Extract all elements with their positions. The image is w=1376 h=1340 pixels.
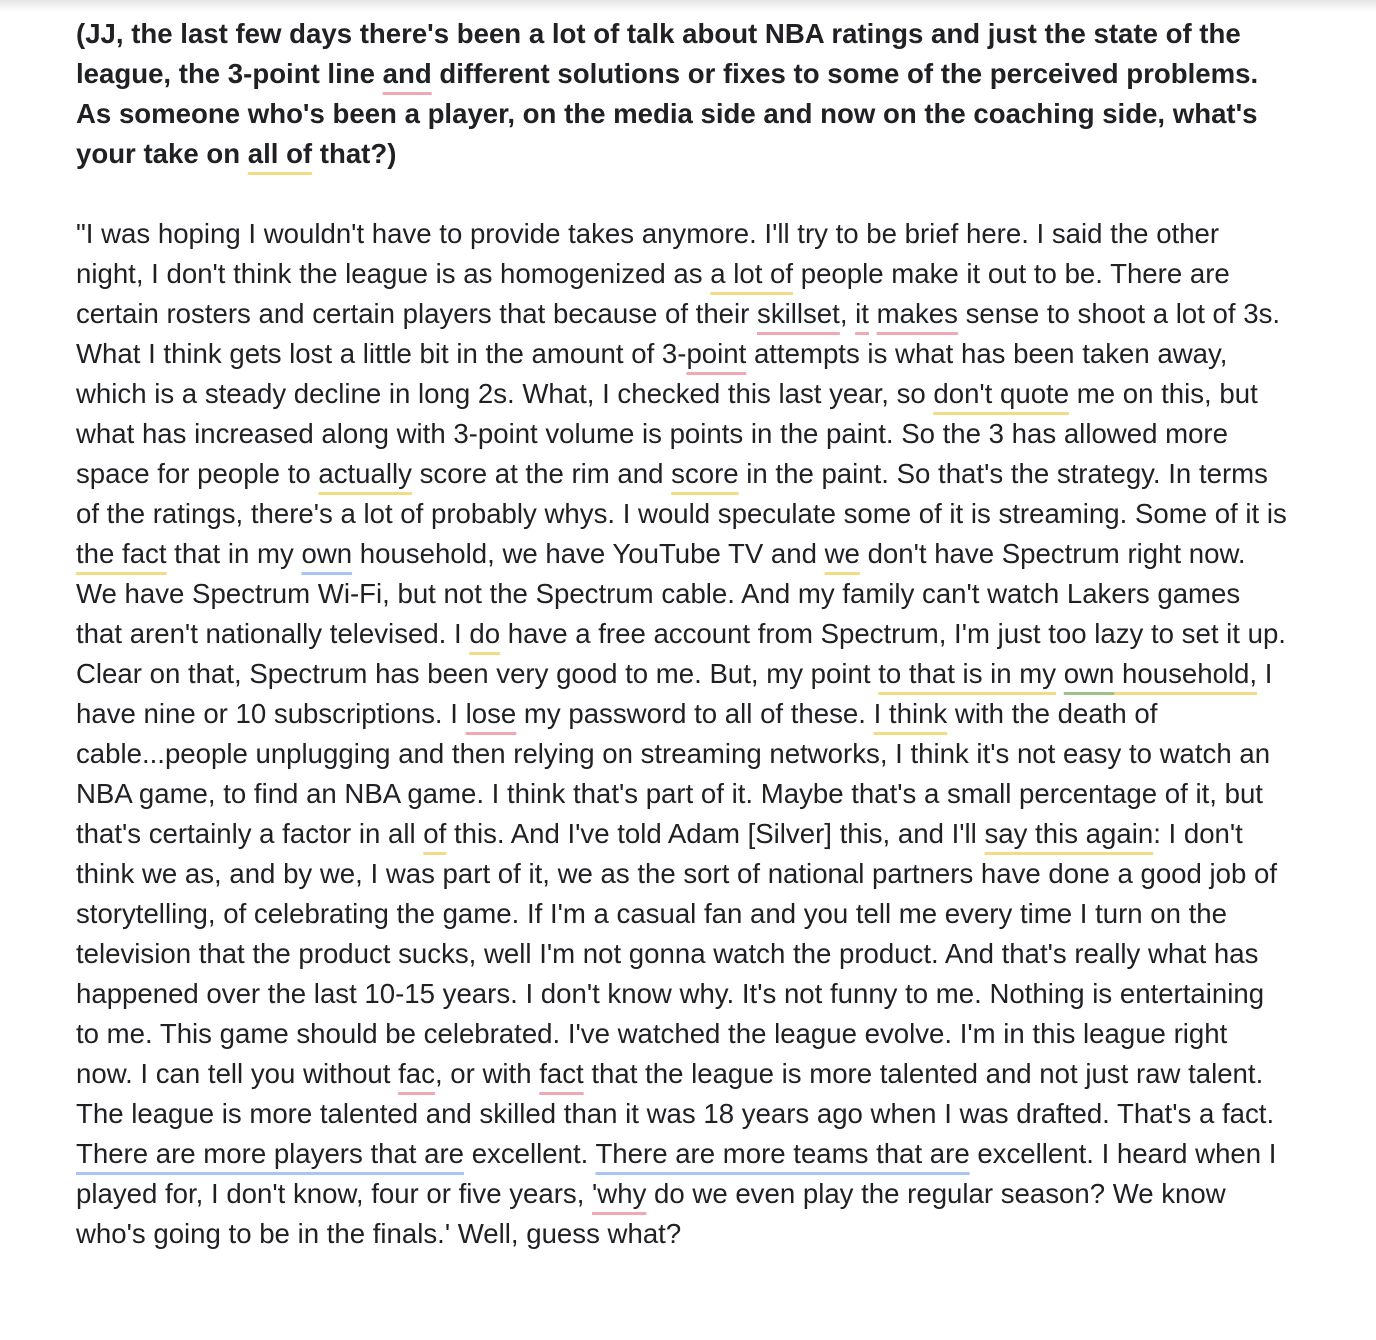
style-suggestion-highlight[interactable]: own — [301, 538, 353, 569]
text-run: in the paint. So that's the strategy. In terms of the ratings, there's a lot of probably whys. I would speculate some of it is streaming. Some of it is — [76, 458, 1287, 529]
text-run: my password to all of these. — [516, 698, 874, 729]
text-run: do we even play the regular season? We know who's going to be in the finals.' Well, guess what? — [76, 1178, 1226, 1249]
text-run: (JJ, the last few days there's been a lot of talk about NBA ratings and just the state of the league, the 3-point line — [76, 18, 1241, 89]
text-run: people make it out to be. There are certain rosters and certain players that because of their — [76, 258, 1230, 329]
text-run — [1056, 658, 1064, 689]
document-body[interactable] — [76, 14, 1288, 1254]
spell-suggestion-highlight[interactable]: fac — [398, 1058, 435, 1089]
text-run: that?) — [312, 138, 397, 169]
text-run: with the death of cable...people unplugging and then relying on streaming networks, I think it's not easy to watch an NBA game, to find an NBA game. I think that's part of it. Maybe that's a small percentage of it, but that's certainly a factor in all — [76, 698, 1271, 849]
interview-question[interactable] — [76, 14, 1288, 174]
text-run: household, we have YouTube TV and — [352, 538, 825, 569]
grammar-suggestion-highlight[interactable]: a lot of — [710, 258, 794, 289]
grammar-suggestion-highlight[interactable]: don't quote — [933, 378, 1070, 409]
spell-suggestion-highlight[interactable]: it — [855, 298, 869, 329]
grammar-suggestion-highlight[interactable]: all of — [247, 138, 313, 169]
grammar-suggestion-highlight[interactable]: say this again — [984, 818, 1154, 849]
spell-suggestion-highlight[interactable]: lose — [465, 698, 517, 729]
grammar-suggestion-highlight[interactable]: do — [469, 618, 501, 649]
clarity-suggestion-highlight[interactable]: own — [1063, 658, 1115, 689]
text-run: that in my — [166, 538, 302, 569]
grammar-suggestion-highlight[interactable]: household, — [1114, 658, 1258, 689]
interview-answer[interactable] — [76, 214, 1288, 1254]
grammar-suggestion-highlight[interactable]: score — [671, 458, 739, 489]
text-run: I have nine or 10 subscriptions. I — [76, 658, 1273, 729]
text-run: , — [839, 298, 856, 329]
text-run: score at the rim and — [411, 458, 672, 489]
grammar-suggestion-highlight[interactable]: to that is in my — [878, 658, 1057, 689]
text-run: that the league is more talented and not just raw talent. The league is more talented and skilled than it was 18 years ago when I was drafted. That's a fact. — [76, 1058, 1275, 1129]
spell-suggestion-highlight[interactable]: 'why — [592, 1178, 647, 1209]
text-run: have a free account from Spectrum, I'm just too lazy to set it up. Clear on that, Spectrum has been very good to me. But, my point — [76, 618, 1286, 689]
text-run: attempts is what has been taken away, which is a steady decline in long 2s. What, I checked this last year, so — [76, 338, 1228, 409]
window-top-shadow — [0, 0, 1376, 12]
grammar-suggestion-highlight[interactable]: we — [824, 538, 860, 569]
text-run: don't have Spectrum right now. We have Spectrum Wi-Fi, but not the Spectrum cable. And my family can't watch Lakers games that aren't nationally televised. I — [76, 538, 1246, 649]
style-suggestion-highlight[interactable]: There are more teams that are — [595, 1138, 970, 1169]
grammar-suggestion-highlight[interactable]: of — [423, 818, 447, 849]
grammar-suggestion-highlight[interactable]: actually — [318, 458, 412, 489]
grammar-suggestion-highlight[interactable]: I think — [873, 698, 948, 729]
text-run: me on this, but what has increased along with 3-point volume is points in the paint. So the 3 has allowed more space for people to — [76, 378, 1258, 489]
spell-suggestion-highlight[interactable]: fact — [539, 1058, 584, 1089]
text-run: different solutions or fixes to some of the perceived problems. As someone who's been a player, on the media side and now on the coaching side, what's your take on — [76, 58, 1259, 169]
spell-suggestion-highlight[interactable]: and — [382, 58, 432, 89]
text-run: this. And I've told Adam [Silver] this, and I'll — [446, 818, 985, 849]
style-suggestion-highlight[interactable]: There are more players that are — [76, 1138, 465, 1169]
text-run: excellent. I heard when I played for, I don't know, four or five years, — [76, 1138, 1277, 1209]
text-run: sense to shoot a lot of 3s. What I think gets lost a little bit in the amount of 3- — [76, 298, 1281, 369]
text-run: , or with — [434, 1058, 540, 1089]
text-run: excellent. — [464, 1138, 596, 1169]
text-run — [869, 298, 877, 329]
grammar-suggestion-highlight[interactable]: the fact — [76, 538, 167, 569]
spell-suggestion-highlight[interactable]: skillset — [757, 298, 840, 329]
spell-suggestion-highlight[interactable]: point — [686, 338, 747, 369]
text-run: : I don't think we as, and by we, I was part of it, we as the sort of national partners have done a good job of storytelling, of celebrating the game. If I'm a casual fan and you tell me every time I turn on the television that the product sucks, well I'm not gonna watch the product. And that's really what has happened over the last 10-15 years. I don't know why. It's not funny to me. Nothing is entertaining to me. This game should be celebrated. I've watched the league evolve. I'm in this league right now. I can tell you without — [76, 818, 1278, 1089]
text-run: "I was hoping I wouldn't have to provide takes anymore. I'll try to be brief here. I said the other night, I don't think the league is as homogenized as — [76, 218, 1220, 289]
spell-suggestion-highlight[interactable]: makes — [876, 298, 958, 329]
